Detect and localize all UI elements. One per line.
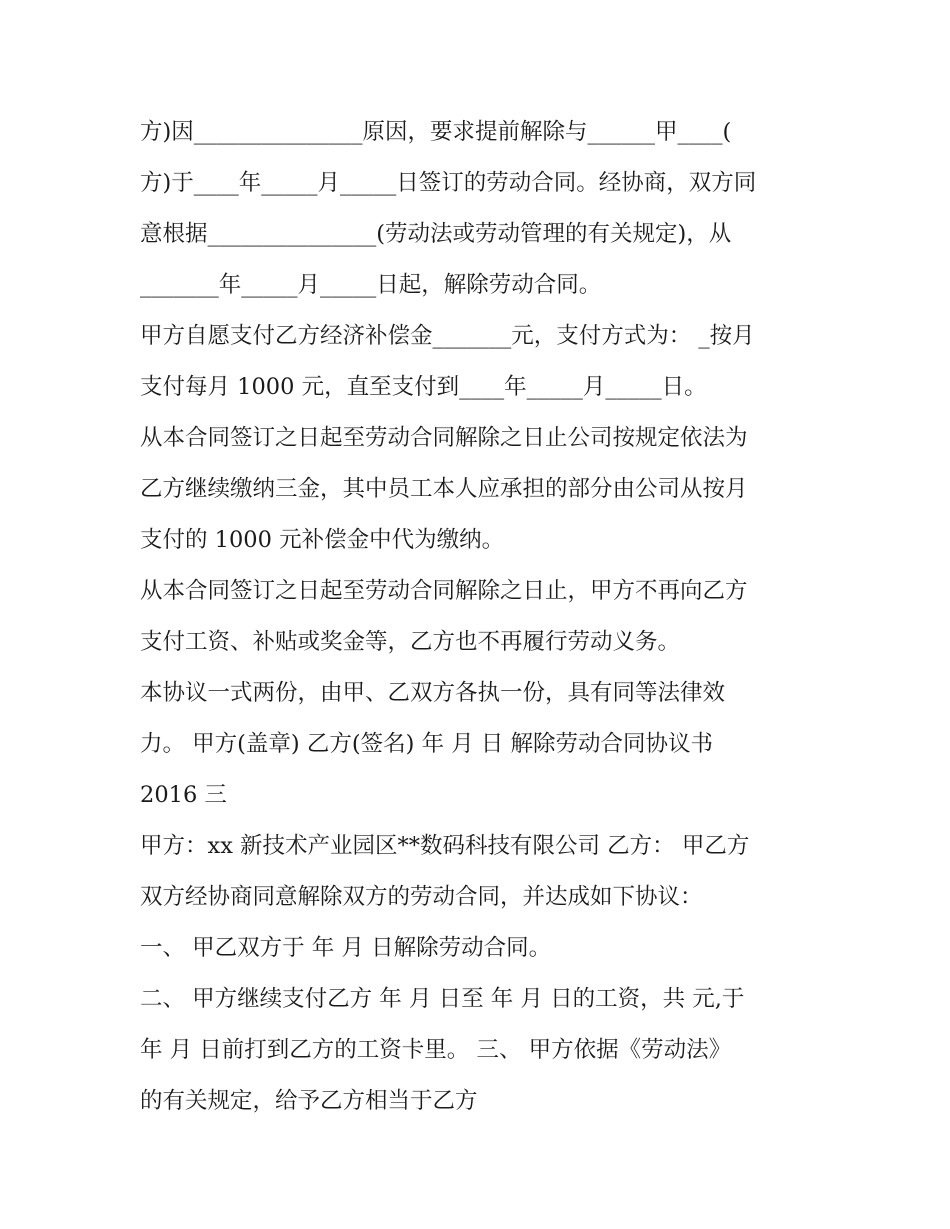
text-line: 支付每月 1000 元，直至支付到____年_____月_____日。 <box>140 374 707 400</box>
text-line: 支付工资、补贴或奖金等，乙方也不再履行劳动义务。 <box>140 629 681 655</box>
text-line: 支付的 1000 元补偿金中代为缴纳。 <box>140 527 505 553</box>
text-line: 年 月 日前打到乙方的工资卡里。 三、 甲方依据《劳动法》 <box>140 1037 732 1063</box>
text-line: 本协议一式两份，由甲、乙双方各执一份，具有同等法律效 <box>140 680 726 706</box>
text-line: 乙方继续缴纳三金，其中员工本人应承担的部分由公司从按月 <box>140 476 748 502</box>
text-line: 二、 甲方继续支付乙方 年 月 日至 年 月 日的工资，共 元,于 <box>140 986 745 1012</box>
text-line: 方)因_______________原因，要求提前解除与______甲____( <box>140 119 732 145</box>
text-line: 力。 甲方(盖章) 乙方(签名) 年 月 日 解除劳动合同协议书 <box>140 731 714 757</box>
text-line: 双方经协商同意解除双方的劳动合同，并达成如下协议： <box>140 884 703 910</box>
text-line: 一、 甲乙双方于 年 月 日解除劳动合同。 <box>140 935 552 961</box>
text-line: 的有关规定，给予乙方相当于乙方 <box>140 1088 478 1114</box>
text-line: 方)于____年_____月_____日签订的劳动合同。经协商，双方同 <box>140 170 757 196</box>
text-line: _______年_____月_____日起，解除劳动合同。 <box>140 272 602 298</box>
document-body <box>140 107 830 1127</box>
text-line: 甲方自愿支付乙方经济补偿金_______元，支付方式为： _按月 <box>140 323 755 349</box>
text-line: 甲方：xx 新技术产业园区**数码科技有限公司 乙方： 甲乙方 <box>140 833 750 859</box>
text-line: 从本合同签订之日起至劳动合同解除之日止，甲方不再向乙方 <box>140 578 748 604</box>
text-line: 意根据_______________(劳动法或劳动管理的有关规定)，从 <box>140 221 732 247</box>
text-line: 2016 三 <box>140 782 227 808</box>
text-line: 从本合同签订之日起至劳动合同解除之日止公司按规定依法为 <box>140 425 748 451</box>
